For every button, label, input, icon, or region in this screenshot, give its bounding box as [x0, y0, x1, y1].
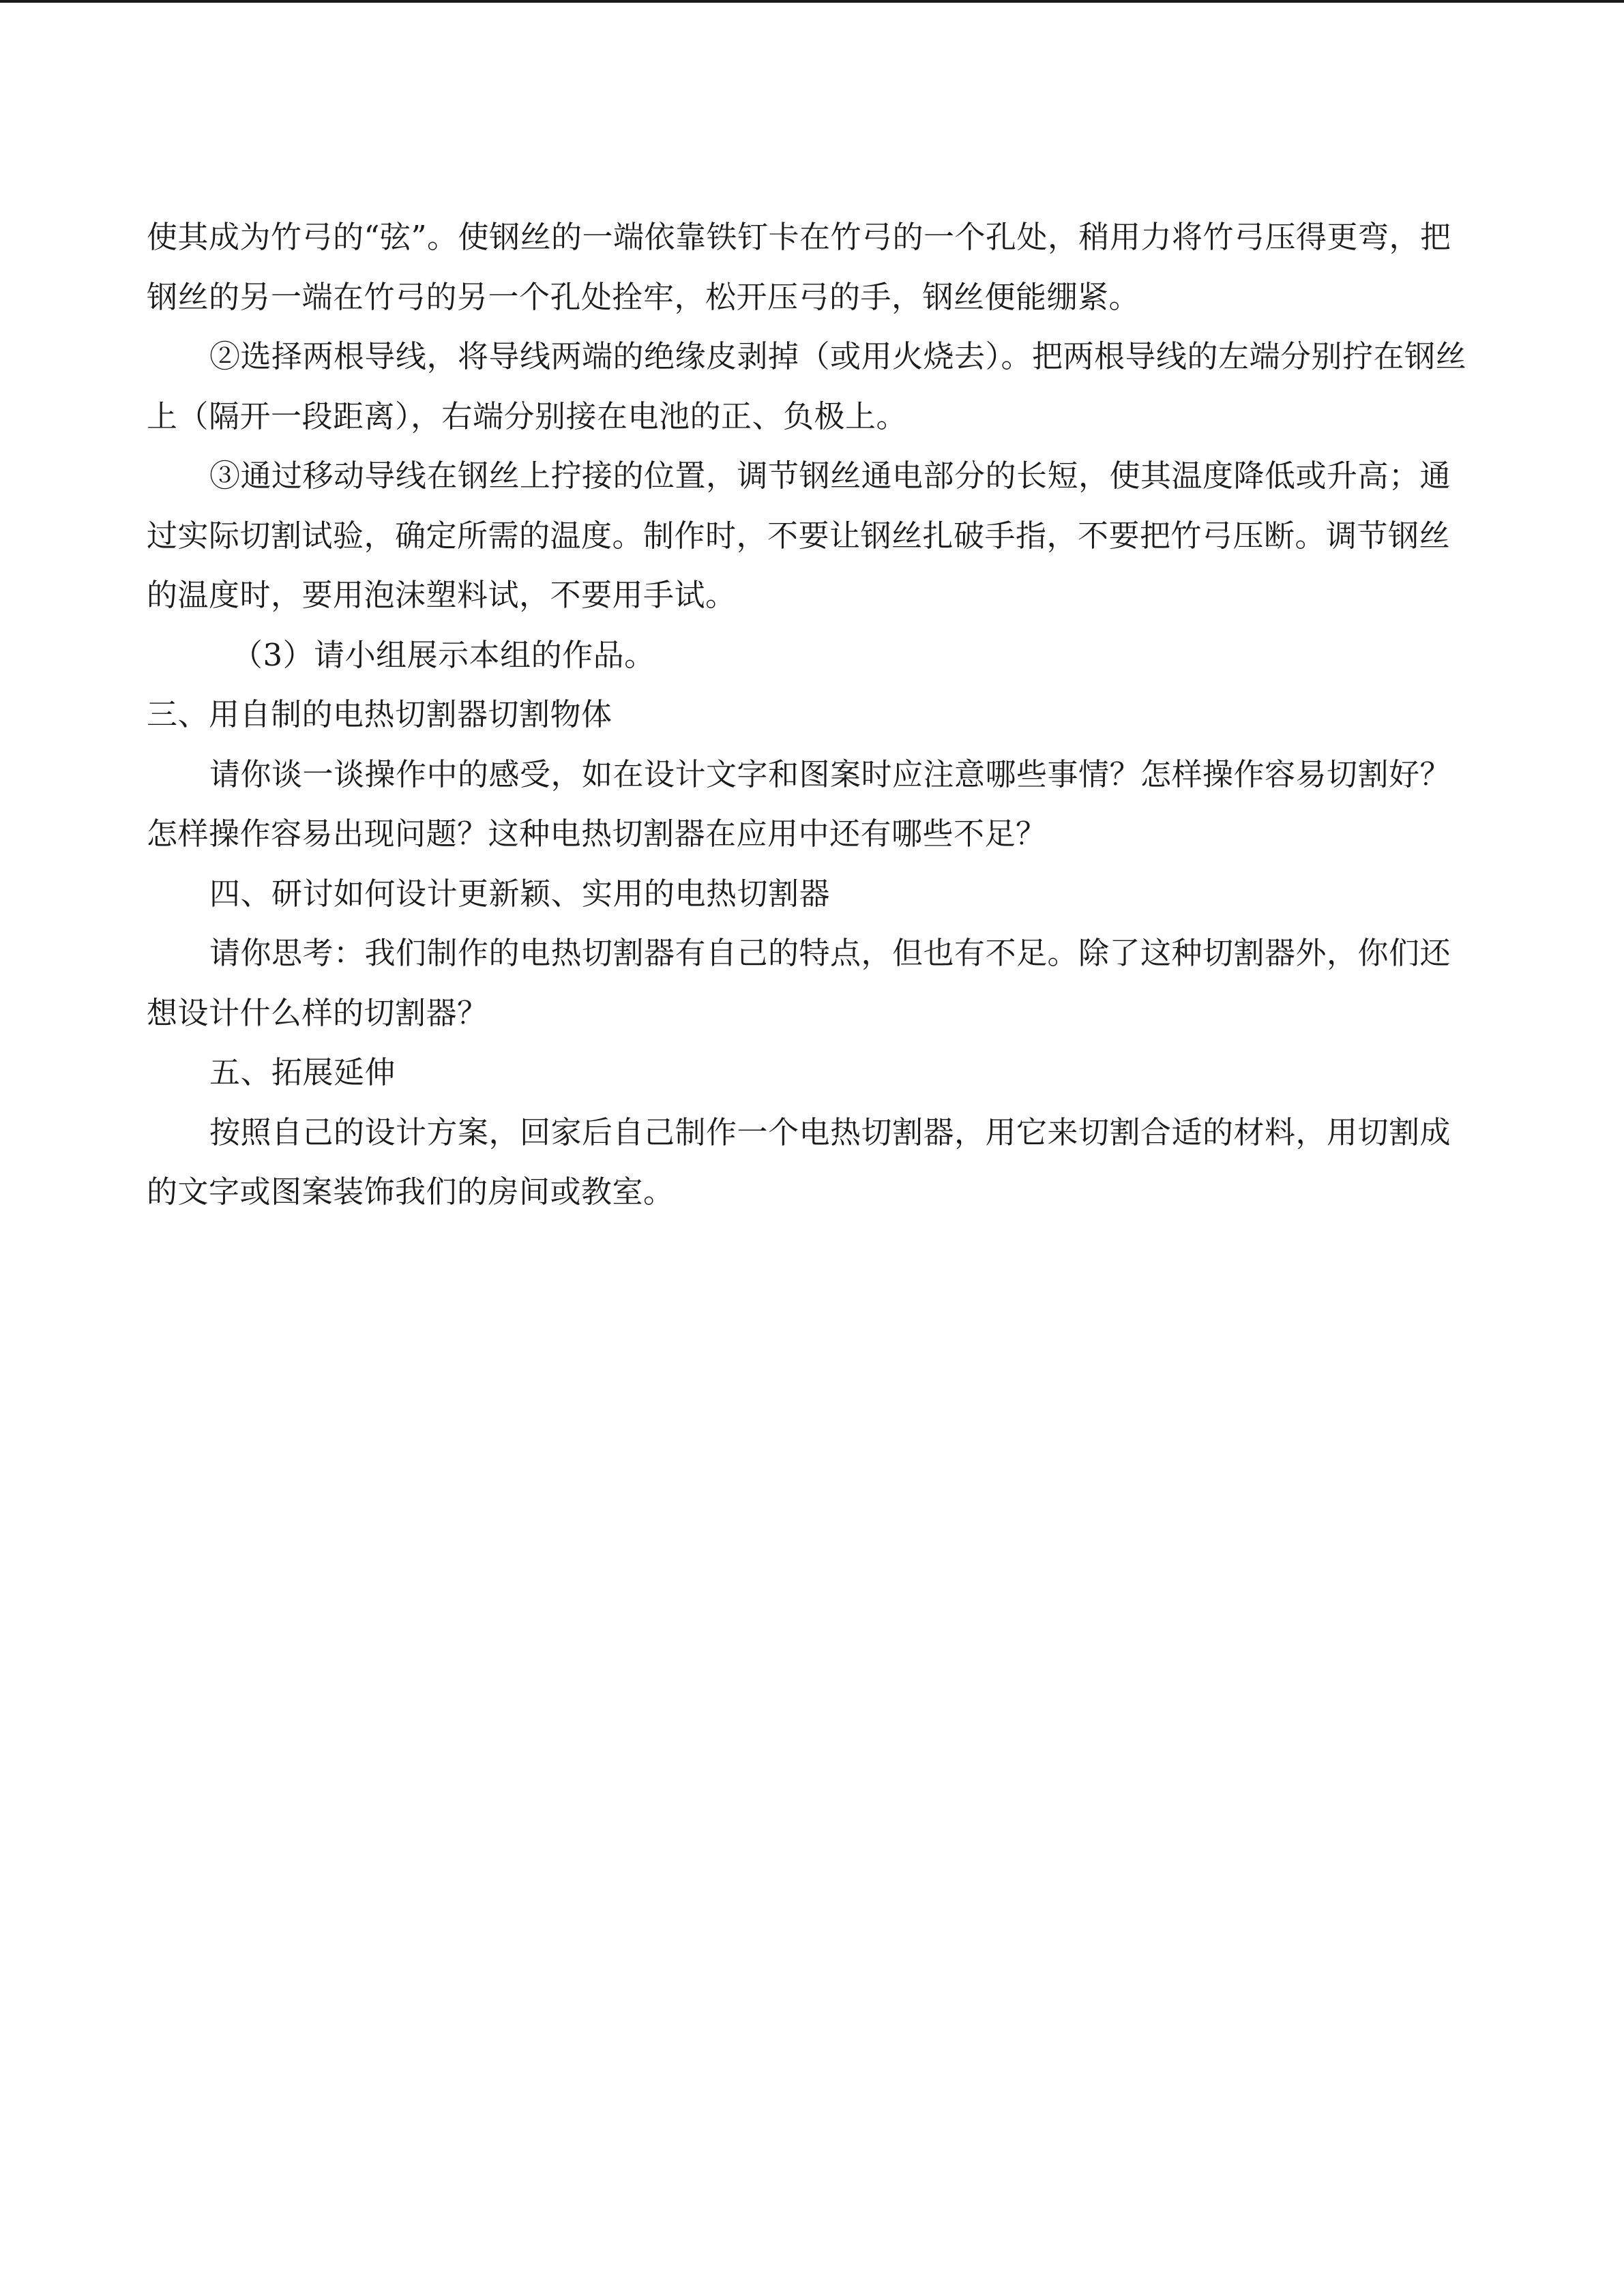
paragraph-step-2-wires: ②选择两根导线，将导线两端的绝缘皮剥掉（或用火烧去）。把两根导线的左端分别拧在钢丝上（隔开一段距离），右端分别接在电池的正、负极上。 — [147, 338, 1467, 434]
section-heading-5: 五、拓展延伸 — [209, 1054, 396, 1090]
paragraph-step-3-temperature: ③通过移动导线在钢丝上拧接的位置，调节钢丝通电部分的长短，使其温度降低或升高；通过实际切割试验，确定所需的温度。制作时，不要让钢丝扎破手指，不要把竹弓压断。调节钢丝的温度时，要用泡沫塑料试，不要用手试。 — [147, 458, 1451, 613]
document-body — [147, 207, 1477, 1222]
paragraph-bamboo-bow-string: 使其成为竹弓的“弦”。使钢丝的一端依靠铁钉卡在竹弓的一个孔处，稍用力将竹弓压得更弯，把钢丝的另一端在竹弓的另一个孔处拴牢，松开压弓的手，钢丝便能绷紧。 — [147, 219, 1451, 315]
section-heading-4: 四、研讨如何设计更新颖、实用的电热切割器 — [209, 875, 831, 912]
paragraph-extension: 按照自己的设计方案，回家后自己制作一个电热切割器，用它来切割合适的材料，用切割成的文字或图案装饰我们的房间或教室。 — [147, 1114, 1451, 1210]
paragraph-think-design: 请你思考：我们制作的电热切割器有自己的特点，但也有不足。除了这种切割器外，你们还想设计什么样的切割器？ — [147, 935, 1451, 1031]
paragraph-show-works: （3）请小组展示本组的作品。 — [232, 636, 655, 673]
section-heading-3: 三、用自制的电热切割器切割物体 — [147, 696, 612, 732]
paragraph-operation-feelings: 请你谈一谈操作中的感受，如在设计文字和图案时应注意哪些事情？怎样操作容易切割好？怎样操作容易出现问题？这种电热切割器在应用中还有哪些不足？ — [147, 756, 1451, 852]
